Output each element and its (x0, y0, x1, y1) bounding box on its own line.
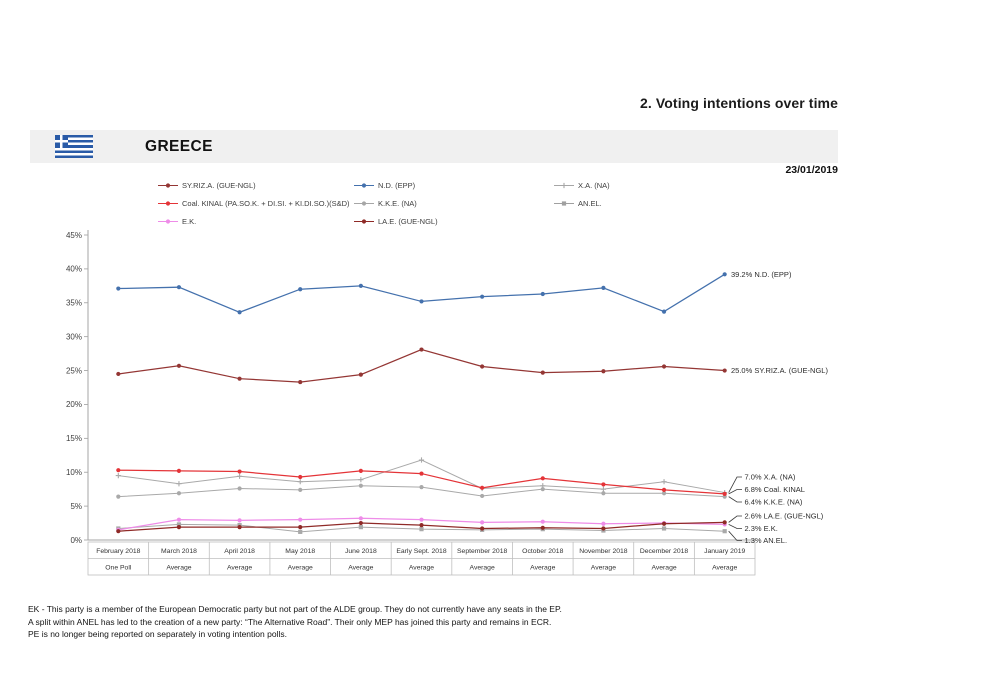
month-label: February 2018 (96, 548, 141, 555)
data-point-lae (601, 526, 605, 530)
data-point-xa (176, 481, 181, 486)
legend-item-ek (158, 216, 354, 227)
footnotes (28, 603, 788, 641)
y-axis-tick-label: 15% (65, 434, 82, 444)
data-point-anel (419, 527, 423, 531)
month-sublabel: Average (590, 564, 617, 572)
month-label: April 2018 (224, 548, 255, 555)
data-point-anel (723, 529, 727, 533)
data-point-syriza (298, 380, 302, 384)
data-point-lae (359, 521, 363, 525)
data-point-ek (419, 518, 423, 522)
end-label-connector (729, 497, 742, 502)
legend-item-kke (354, 198, 554, 209)
data-point-kinal (723, 492, 727, 496)
legend-item-xa (554, 180, 774, 191)
data-point-lae (480, 526, 484, 530)
data-point-syriza (480, 364, 484, 368)
month-label: May 2018 (285, 548, 316, 555)
legend-item-anel (554, 198, 774, 209)
y-axis-tick-label: 35% (65, 298, 82, 308)
legend-label: AN.EL. (578, 199, 602, 208)
series-line-syriza (118, 350, 724, 383)
month-sublabel: Average (469, 564, 495, 572)
y-axis-tick-label: 40% (65, 264, 82, 274)
legend-label: K.K.E. (NA) (378, 199, 417, 208)
month-label: December 2018 (639, 548, 689, 555)
data-point-xa (237, 474, 242, 479)
anel-legend-marker-icon (554, 199, 574, 208)
month-sublabel: Average (651, 564, 677, 572)
month-sublabel: Average (530, 564, 556, 572)
data-point-nd (480, 295, 484, 299)
data-point-nd (298, 287, 302, 291)
kinal-marker (166, 201, 170, 205)
data-point-kinal (419, 471, 423, 475)
data-point-nd (359, 284, 363, 288)
month-sublabel: Average (166, 564, 192, 572)
end-label-kke: 6.4% K.K.E. (NA) (744, 497, 803, 507)
ek-marker (166, 219, 170, 223)
xa-legend-marker-icon (554, 181, 574, 190)
footnote-line: A split within ANEL has led to the creation of a new party: “The Alternative Road”. Their only MEP has joined this party and remains in ECR. (28, 616, 552, 627)
end-label-nd: 39.2% N.D. (EPP) (731, 269, 792, 279)
month-sublabel: Average (226, 564, 253, 572)
country-title: GREECE (145, 138, 213, 155)
data-point-nd (541, 292, 545, 296)
nd-legend-marker-icon (354, 181, 374, 190)
xa-marker (561, 183, 566, 188)
nd-marker (362, 183, 366, 187)
end-label-ek: 2.3% E.K. (744, 524, 778, 534)
data-point-ek (177, 518, 181, 522)
month-sublabel: Average (287, 564, 313, 572)
data-point-ek (237, 518, 241, 522)
end-label-lae: 2.6% LA.E. (GUE-NGL) (744, 511, 824, 521)
legend-label: N.D. (EPP) (378, 181, 416, 190)
data-point-kinal (359, 469, 363, 473)
end-label-connector (729, 516, 742, 522)
data-point-nd (723, 272, 727, 276)
data-point-syriza (359, 373, 363, 377)
y-axis-tick-label: 45% (65, 230, 82, 240)
data-point-lae (723, 520, 727, 524)
month-label: October 2018 (522, 548, 564, 555)
data-point-kinal (541, 476, 545, 480)
data-point-syriza (116, 372, 120, 376)
data-point-nd (116, 286, 120, 290)
end-label-connector (729, 490, 742, 494)
end-label-kinal: 6.8% Coal. KINAL (744, 485, 805, 495)
data-point-xa (358, 477, 363, 482)
data-point-ek (359, 516, 363, 520)
y-axis-tick-label: 30% (65, 332, 82, 342)
data-point-nd (662, 309, 666, 313)
data-point-ek (601, 522, 605, 526)
data-point-syriza (723, 368, 727, 372)
y-axis-tick-label: 0% (70, 535, 82, 545)
section-title: 2. Voting intentions over time (640, 95, 838, 111)
data-point-lae (541, 526, 545, 530)
data-point-kke (116, 495, 120, 499)
data-point-kke (177, 491, 181, 495)
ek-legend-marker-icon (158, 217, 178, 226)
legend-item-kinal (158, 198, 354, 209)
data-point-kke (480, 494, 484, 498)
end-label-anel: 1.3% AN.EL. (744, 536, 788, 546)
data-point-xa (601, 487, 606, 492)
data-point-ek (298, 518, 302, 522)
legend-label: SY.RIZ.A. (GUE-NGL) (182, 181, 256, 190)
month-label: September 2018 (457, 548, 508, 555)
legend-label: E.K. (182, 217, 197, 226)
greece-flag-icon (55, 135, 93, 158)
y-axis-tick-label: 10% (65, 468, 82, 478)
data-point-lae (662, 522, 666, 526)
data-point-syriza (177, 364, 181, 368)
data-point-syriza (419, 347, 423, 351)
data-point-kinal (237, 469, 241, 473)
data-point-nd (419, 299, 423, 303)
data-point-xa (298, 479, 303, 484)
footnote-line: EK - This party is a member of the European Democratic party but not part of the ALDE group. They do not currently have any seats in the EP. (28, 604, 562, 614)
kke-marker (362, 201, 366, 205)
data-point-kinal (601, 482, 605, 486)
legend-item-syriza (158, 180, 354, 191)
data-point-kinal (662, 488, 666, 492)
month-label: November 2018 (579, 548, 628, 555)
data-point-kke (298, 488, 302, 492)
y-axis-tick-label: 25% (65, 366, 82, 376)
legend-item-nd (354, 180, 554, 191)
data-point-kke (419, 485, 423, 489)
kke-legend-marker-icon (354, 199, 374, 208)
data-point-anel (298, 530, 302, 534)
data-point-nd (237, 310, 241, 314)
lae-marker (362, 219, 366, 223)
data-point-kinal (116, 468, 120, 472)
data-point-lae (298, 525, 302, 529)
legend-label: Coal. KINAL (PA.SO.K. + DI.SI. + KI.DI.SO.)(S&D) (182, 199, 350, 208)
data-point-nd (601, 286, 605, 290)
data-point-nd (177, 285, 181, 289)
report-date: 23/01/2019 (785, 164, 838, 176)
y-axis-tick-label: 20% (65, 400, 82, 410)
data-point-anel (359, 525, 363, 529)
data-point-kke (237, 486, 241, 490)
month-sublabel: Average (408, 564, 435, 572)
data-point-kinal (480, 486, 484, 490)
data-point-xa (661, 479, 666, 484)
data-point-syriza (601, 369, 605, 373)
footnote-line: PE is no longer being reported on separately in voting intention polls. (28, 629, 287, 639)
legend-label: X.A. (NA) (578, 181, 610, 190)
data-point-xa (116, 473, 121, 478)
end-label-connector (729, 524, 742, 528)
data-point-ek (541, 520, 545, 524)
series-line-nd (118, 274, 724, 312)
anel-marker (562, 201, 566, 205)
lae-legend-marker-icon (354, 217, 374, 226)
month-sublabel: One Poll (105, 564, 132, 572)
month-sublabel: Average (712, 564, 738, 572)
data-point-kke (601, 491, 605, 495)
data-point-syriza (237, 377, 241, 381)
chart-svg (40, 228, 990, 600)
data-point-kinal (177, 469, 181, 473)
month-label: June 2018 (344, 548, 377, 555)
data-point-kke (359, 484, 363, 488)
data-point-lae (177, 525, 181, 529)
data-point-lae (116, 529, 120, 533)
data-point-xa (419, 457, 424, 462)
end-label-syriza: 25.0% SY.RIZ.A. (GUE-NGL) (731, 366, 828, 376)
end-label-connector (729, 531, 742, 540)
month-label: March 2018 (161, 548, 197, 555)
legend-item-lae (354, 216, 554, 227)
y-axis-tick-label: 5% (70, 501, 82, 511)
syriza-marker (166, 183, 170, 187)
end-label-xa: 7.0% X.A. (NA) (744, 472, 796, 482)
data-point-lae (237, 525, 241, 529)
syriza-legend-marker-icon (158, 181, 178, 190)
data-point-kinal (298, 475, 302, 479)
data-point-anel (662, 526, 666, 530)
data-point-kke (541, 487, 545, 491)
month-sublabel: Average (348, 564, 374, 572)
data-point-syriza (662, 364, 666, 368)
voting-intentions-chart (40, 228, 990, 600)
legend-label: LA.E. (GUE-NGL) (378, 217, 438, 226)
data-point-syriza (541, 370, 545, 374)
data-point-ek (480, 520, 484, 524)
kinal-legend-marker-icon (158, 199, 178, 208)
data-point-lae (419, 523, 423, 527)
chart-legend (158, 180, 774, 227)
month-label: Early Sept. 2018 (396, 548, 447, 555)
month-label: January 2019 (704, 548, 746, 555)
